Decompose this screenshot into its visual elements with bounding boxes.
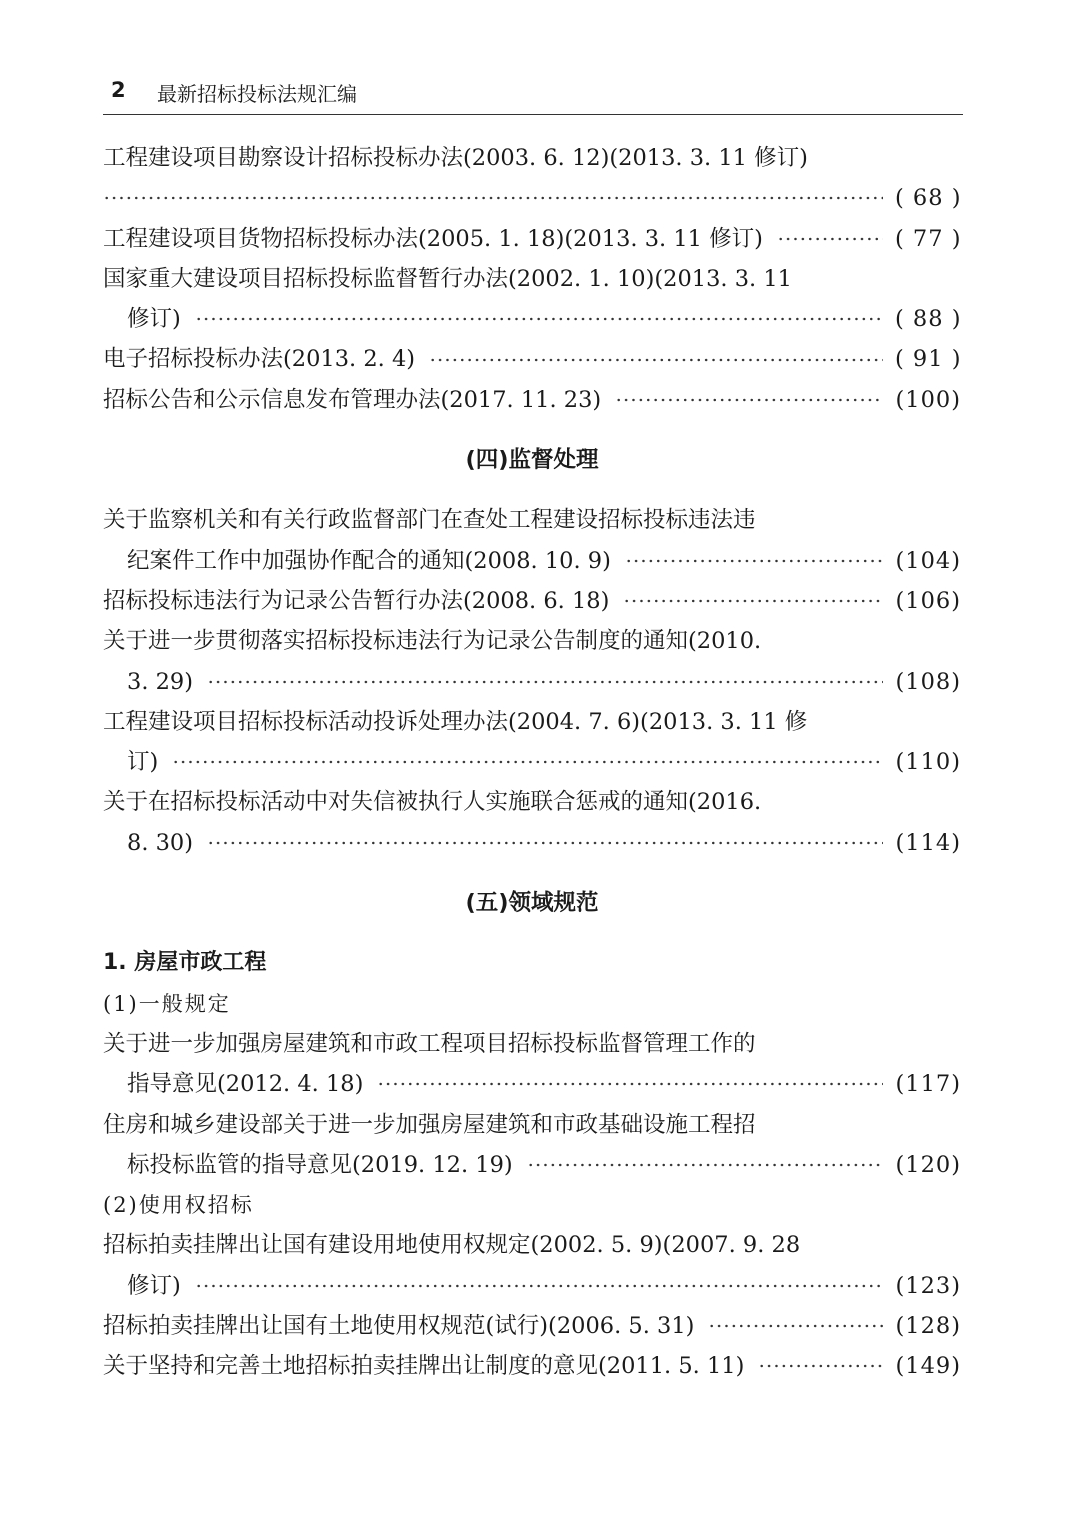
- page-number: 2: [111, 78, 126, 102]
- section-gap: [103, 923, 961, 943]
- toc-entry-line: [103, 138, 961, 178]
- leader-dots: [429, 358, 883, 362]
- section-heading: (五)领域规范: [465, 890, 599, 917]
- toc-entry[interactable]: [103, 1346, 961, 1386]
- toc-entry-line: [103, 339, 961, 379]
- toc-entry[interactable]: [103, 1024, 961, 1105]
- leader-dots: [103, 196, 883, 200]
- toc-entry-line: [103, 1225, 961, 1265]
- page-ref: ( 91 ): [895, 346, 962, 373]
- entry-title: 工程建设项目招标投标活动投诉处理办法(2004. 7. 6)(2013. 3. 11 修: [103, 708, 808, 735]
- toc-entry-line: [103, 782, 961, 822]
- entry-title: 指导意见(2012. 4. 18): [127, 1071, 364, 1098]
- section-gap: [103, 480, 961, 500]
- leader-dots: [758, 1364, 883, 1368]
- toc-entry-line: [103, 1105, 961, 1145]
- subcategory-heading: (1)一般规定: [103, 991, 231, 1016]
- entry-title: 关于进一步加强房屋建筑和市政工程项目招标投标监督管理工作的: [103, 1030, 756, 1057]
- entry-title: 关于在招标投标活动中对失信被执行人实施联合惩戒的通知(2016.: [103, 789, 762, 816]
- leader-dots: [527, 1163, 883, 1167]
- section-heading: (四)监督处理: [465, 447, 599, 474]
- entry-title: 标投标监管的指导意见(2019. 12. 19): [127, 1151, 513, 1178]
- toc-entry-line: [103, 500, 961, 540]
- page-ref: (100): [895, 386, 961, 413]
- entry-title: 关于进一步贯彻落实招标投标违法行为记录公告制度的通知(2010.: [103, 628, 762, 655]
- toc-entry[interactable]: [103, 1306, 961, 1346]
- toc-entry-line: [103, 581, 961, 621]
- toc-entry[interactable]: [103, 138, 961, 219]
- toc-entry-line: [103, 1306, 961, 1346]
- entry-title: 招标投标违法行为记录公告暂行办法(2008. 6. 18): [103, 587, 610, 614]
- toc-entry[interactable]: [103, 621, 961, 702]
- leader-dots: [377, 1082, 883, 1086]
- toc-entry-line: [103, 662, 961, 702]
- leader-dots: [195, 1284, 883, 1288]
- toc-entry-line: [103, 621, 961, 661]
- entry-title: 3. 29): [127, 668, 194, 695]
- entry-title: 工程建设项目货物招标投标办法(2005. 1. 18)(2013. 3. 11 修订): [103, 225, 763, 252]
- category-heading: 1. 房屋市政工程: [103, 950, 267, 976]
- toc-entry-line: [103, 178, 961, 218]
- entry-title: 关于坚持和完善土地招标拍卖挂牌出让制度的意见(2011. 5. 11): [103, 1353, 745, 1380]
- section-gap: [103, 863, 961, 883]
- page-ref: (114): [895, 829, 961, 856]
- entry-title: 招标拍卖挂牌出让国有建设用地使用权规定(2002. 5. 9)(2007. 9. 28: [103, 1232, 801, 1259]
- toc-entry-line: [103, 219, 961, 259]
- entry-title: 招标拍卖挂牌出让国有土地使用权规范(试行)(2006. 5. 31): [103, 1313, 695, 1340]
- toc-entry-line: [103, 299, 961, 339]
- section-gap: [103, 420, 961, 440]
- toc-entry-line: [103, 702, 961, 742]
- subcategory-heading: (2)使用权招标: [103, 1193, 254, 1218]
- toc-entry[interactable]: [103, 1105, 961, 1186]
- page-ref: (110): [895, 749, 961, 776]
- page-ref: (108): [895, 668, 961, 695]
- toc-entry-line: [103, 1145, 961, 1185]
- page-ref: ( 88 ): [895, 306, 962, 333]
- leader-dots: [623, 599, 883, 603]
- entry-title: 8. 30): [127, 829, 194, 856]
- toc-entry-line: [103, 1266, 961, 1306]
- toc-entry[interactable]: [103, 339, 961, 379]
- entry-title: 修订): [127, 1272, 181, 1299]
- leader-dots: [207, 841, 883, 845]
- leader-dots: [195, 317, 883, 321]
- page-header: [103, 74, 963, 115]
- toc-entry[interactable]: [103, 380, 961, 420]
- entry-title: 关于监察机关和有关行政监督部门在查处工程建设招标投标违法违: [103, 507, 756, 534]
- entry-title: 修订): [127, 306, 181, 333]
- page-ref: (123): [895, 1272, 961, 1299]
- toc-entry-line: [103, 1024, 961, 1064]
- entry-title: 招标公告和公示信息发布管理办法(2017. 11. 23): [103, 386, 602, 413]
- entry-title: 电子招标投标办法(2013. 2. 4): [103, 346, 416, 373]
- toc-entry[interactable]: [103, 219, 961, 259]
- entry-title: 订): [127, 749, 159, 776]
- leader-dots: [172, 760, 883, 764]
- toc-entry[interactable]: [103, 1225, 961, 1306]
- toc-entry[interactable]: [103, 500, 961, 581]
- leader-dots: [625, 559, 883, 563]
- table-of-contents: [103, 138, 961, 1387]
- entry-title: 国家重大建设项目招标投标监督暂行办法(2002. 1. 10)(2013. 3. 11: [103, 265, 792, 292]
- toc-entry[interactable]: [103, 782, 961, 863]
- page-ref: (117): [895, 1071, 961, 1098]
- toc-entry[interactable]: [103, 581, 961, 621]
- toc-entry-line: [103, 1064, 961, 1104]
- toc-entry-line: [103, 823, 961, 863]
- toc-entry-line: [103, 380, 961, 420]
- page-ref: (104): [895, 547, 961, 574]
- entry-title: 纪案件工作中加强协作配合的通知(2008. 10. 9): [127, 547, 611, 574]
- leader-dots: [615, 398, 883, 402]
- toc-entry[interactable]: [103, 702, 961, 783]
- leader-dots: [777, 237, 883, 241]
- toc-entry-line: [103, 742, 961, 782]
- page-ref: ( 68 ): [895, 185, 962, 212]
- page-ref: (120): [895, 1151, 961, 1178]
- toc-entry[interactable]: [103, 259, 961, 340]
- book-title: 最新招标投标法规汇编: [157, 82, 357, 106]
- entry-title: 工程建设项目勘察设计招标投标办法(2003. 6. 12)(2013. 3. 11 修订): [103, 145, 808, 171]
- toc-entry-line: [103, 541, 961, 581]
- toc-entry-line: [103, 1346, 961, 1386]
- entry-title: 住房和城乡建设部关于进一步加强房屋建筑和市政基础设施工程招: [103, 1111, 756, 1138]
- page-ref: ( 77 ): [895, 225, 962, 252]
- toc-entry-line: [103, 259, 961, 299]
- page-ref: (106): [895, 587, 961, 614]
- page-ref: (149): [895, 1353, 961, 1380]
- leader-dots: [708, 1324, 883, 1328]
- page-ref: (128): [895, 1313, 961, 1340]
- leader-dots: [207, 680, 883, 684]
